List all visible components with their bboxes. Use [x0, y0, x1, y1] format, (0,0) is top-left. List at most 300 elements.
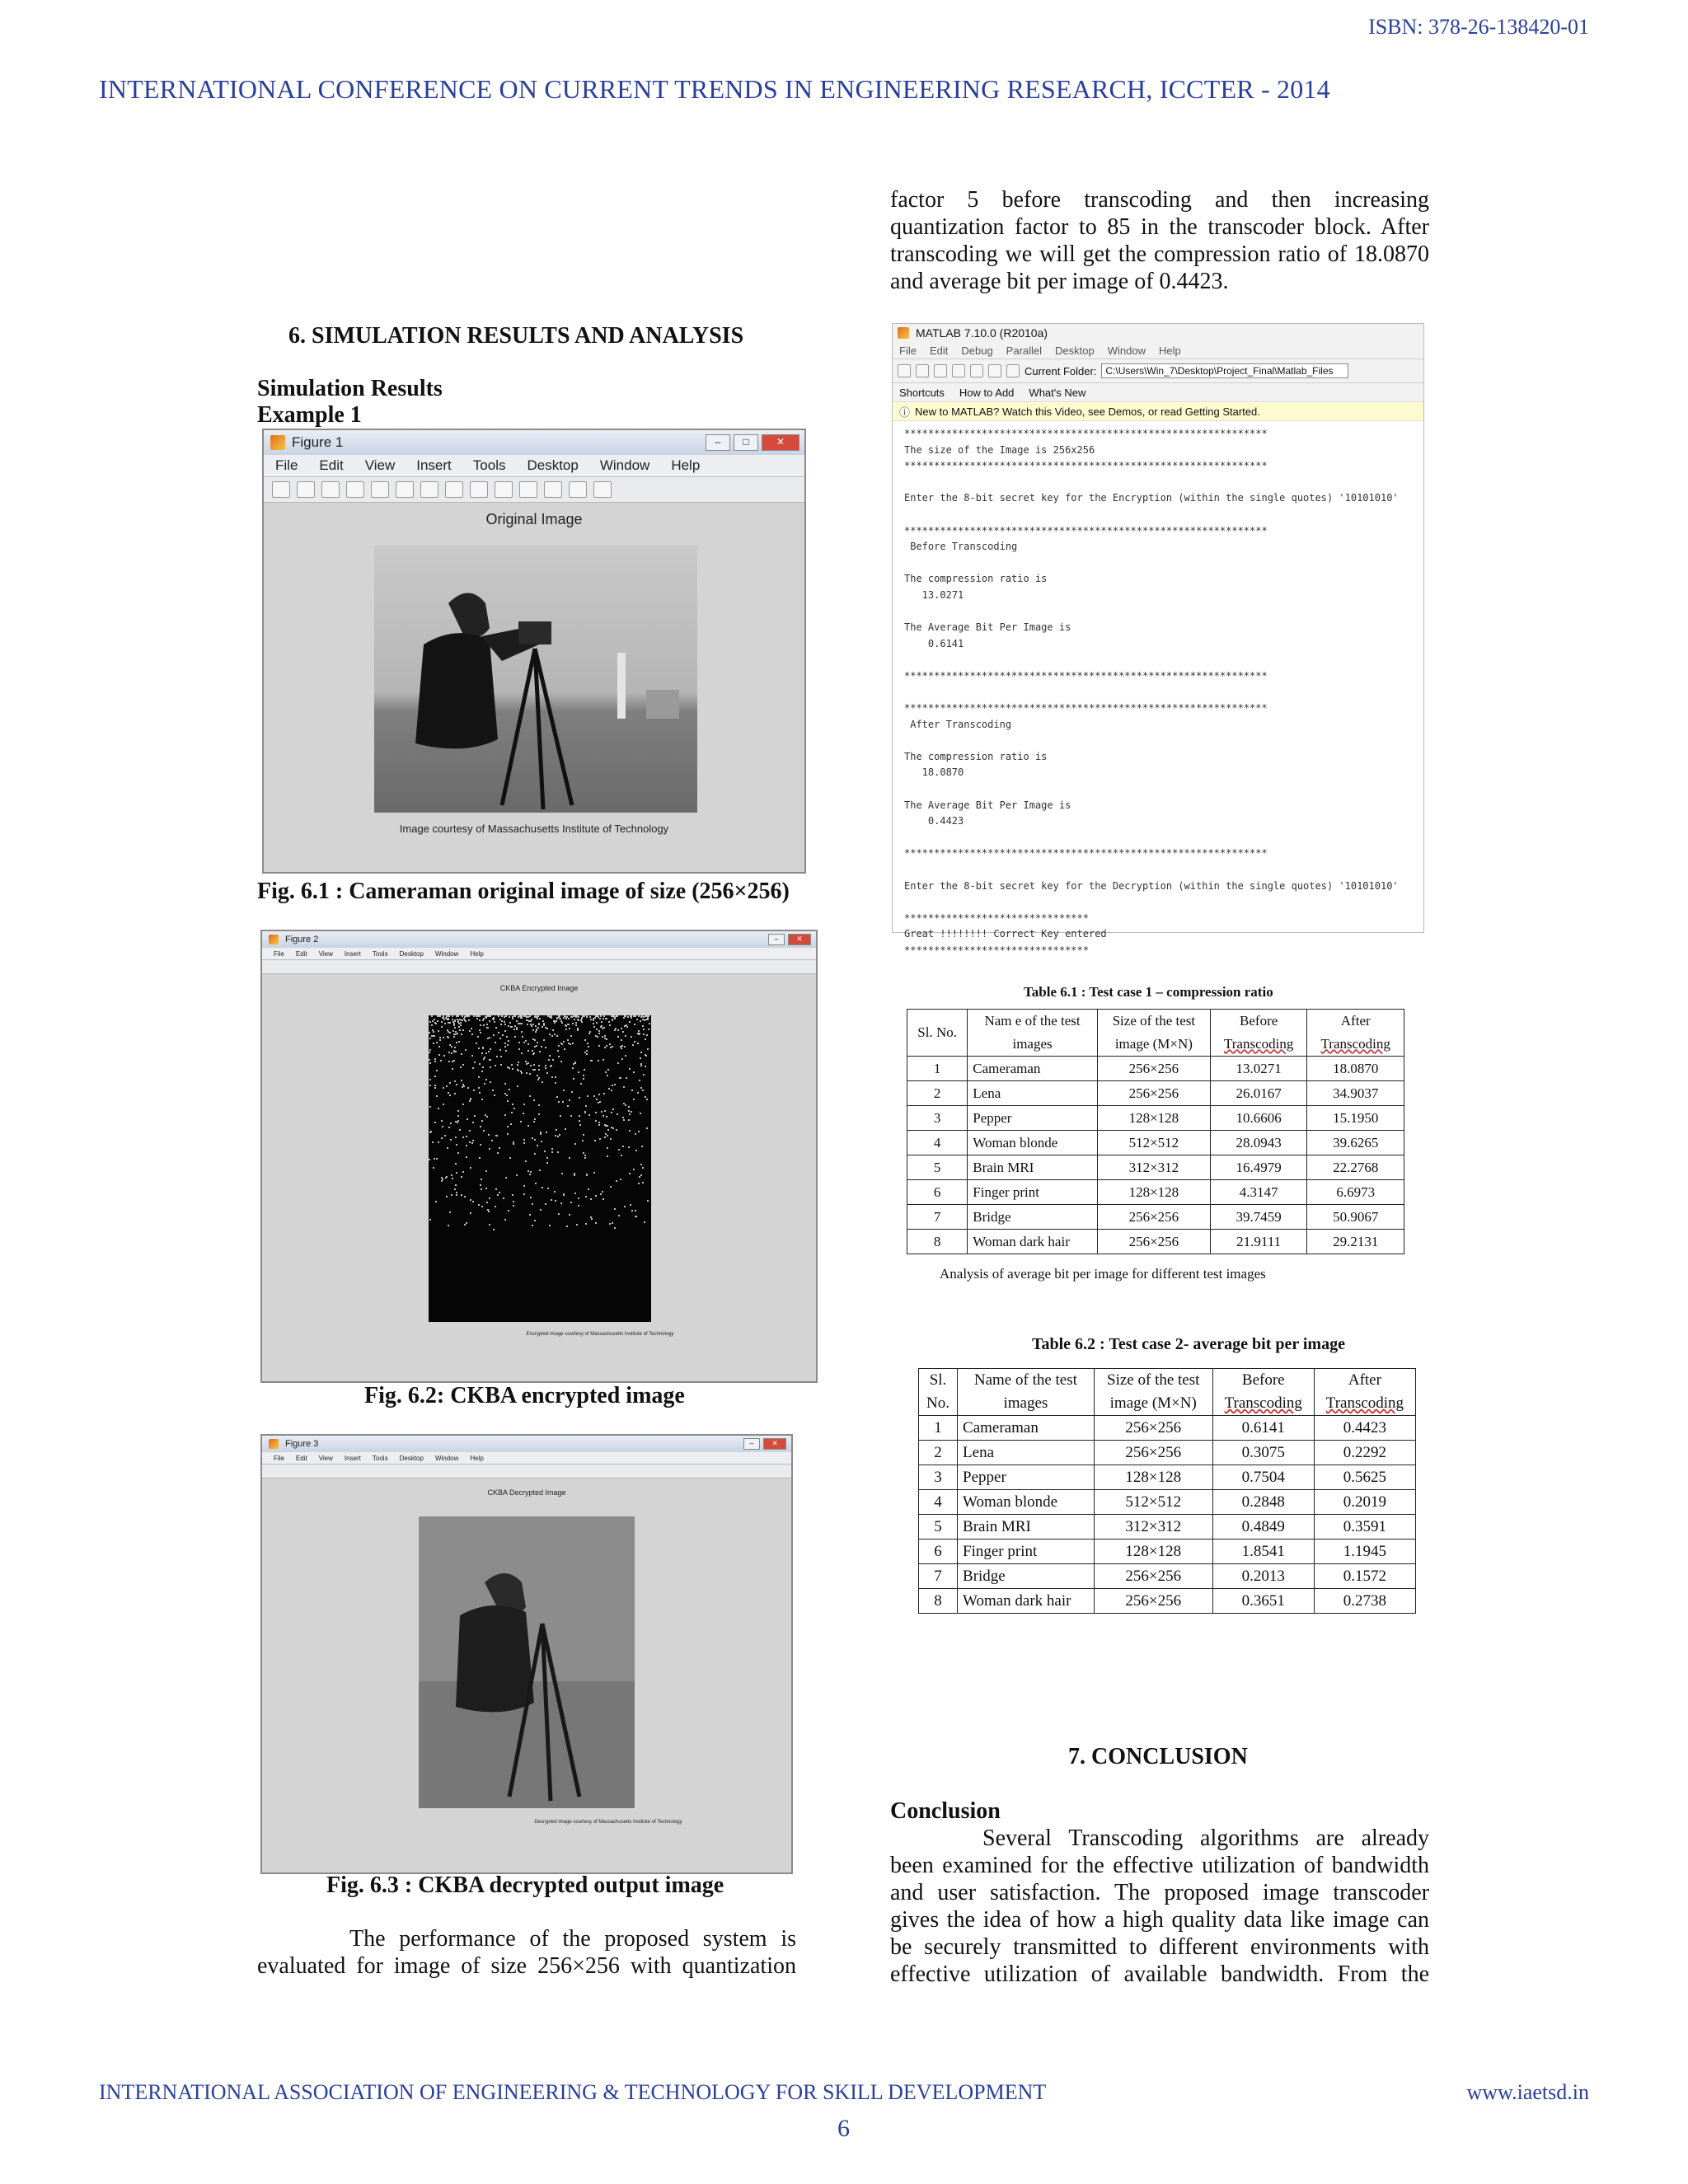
- noise-pixel: [554, 1191, 556, 1193]
- noise-pixel: [628, 1106, 630, 1108]
- noise-pixel: [556, 1020, 557, 1022]
- noise-pixel: [584, 1157, 586, 1159]
- noise-pixel: [558, 1101, 560, 1103]
- noise-pixel: [479, 1092, 481, 1094]
- noise-pixel: [504, 1219, 506, 1221]
- noise-pixel: [507, 1126, 509, 1127]
- noise-pixel: [633, 1169, 635, 1170]
- menu-tools[interactable]: Tools: [372, 949, 388, 958]
- noise-pixel: [509, 1157, 511, 1159]
- noise-pixel: [535, 1031, 537, 1033]
- close-icon[interactable]: ✕: [788, 934, 811, 945]
- command-window-output[interactable]: [893, 421, 1423, 968]
- noise-pixel: [607, 1155, 608, 1157]
- noise-pixel: [563, 1041, 565, 1043]
- noise-pixel: [640, 1174, 642, 1176]
- table-row: [907, 1155, 1404, 1180]
- noise-pixel: [549, 1055, 551, 1057]
- noise-pixel: [625, 1055, 626, 1057]
- noise-pixel: [456, 1194, 457, 1196]
- menu-help[interactable]: Help: [671, 457, 701, 473]
- menu-view[interactable]: View: [364, 457, 396, 473]
- noise-pixel: [488, 1051, 490, 1052]
- noise-pixel: [557, 1136, 559, 1137]
- noise-pixel: [456, 1042, 457, 1043]
- noise-pixel: [639, 1176, 640, 1178]
- header-line: After: [1348, 1371, 1381, 1389]
- noise-pixel: [543, 1024, 545, 1026]
- noise-pixel: [611, 1112, 612, 1113]
- noise-pixel: [545, 1047, 546, 1048]
- noise-pixel: [589, 1031, 591, 1033]
- table-row: [907, 1230, 1404, 1254]
- noise-pixel: [452, 1021, 454, 1023]
- console-line: Enter the 8-bit secret key for the Encryption (within the single quotes) '10101010': [904, 492, 1399, 504]
- noise-pixel: [447, 1147, 448, 1149]
- link-icon[interactable]: [544, 481, 562, 498]
- legend-icon[interactable]: [593, 481, 612, 498]
- noise-pixel: [448, 1225, 449, 1226]
- noise-pixel: [454, 1093, 456, 1094]
- noise-pixel: [528, 1125, 529, 1127]
- console-line: *************************************************************: [904, 847, 1268, 860]
- noise-pixel: [610, 1047, 612, 1048]
- noise-pixel: [518, 1023, 519, 1024]
- noise-pixel: [464, 1196, 466, 1197]
- noise-pixel: [596, 1029, 598, 1030]
- noise-pixel: [499, 1049, 501, 1051]
- table-cell: 4: [907, 1131, 968, 1155]
- table-cell: 256×256: [1094, 1589, 1212, 1614]
- menu-window[interactable]: Window: [434, 949, 459, 958]
- rotate-icon[interactable]: [470, 481, 488, 498]
- help-icon[interactable]: [1006, 364, 1020, 377]
- noise-pixel: [504, 1024, 506, 1025]
- table1-note: Analysis of average bit per image for different test images: [940, 1266, 1266, 1282]
- noise-pixel: [500, 1056, 502, 1057]
- figure2-menubar: [262, 948, 816, 960]
- noise-pixel: [441, 1137, 443, 1139]
- menu-file[interactable]: File: [275, 457, 298, 473]
- figure2-courtesy: Encrypted image courtesy of Massachusetts Institute of Technology: [526, 1332, 674, 1337]
- decrypted-image: [419, 1516, 635, 1808]
- menu-window[interactable]: Window: [599, 457, 650, 473]
- open-icon[interactable]: [297, 481, 315, 498]
- noise-pixel: [429, 1032, 430, 1033]
- noise-pixel: [485, 1114, 486, 1116]
- new-file-icon[interactable]: [272, 481, 290, 498]
- subheading-example: Example 1: [257, 402, 362, 428]
- menu-view[interactable]: View: [318, 1454, 333, 1462]
- noise-pixel: [534, 1153, 536, 1155]
- noise-pixel: [627, 1016, 629, 1018]
- noise-pixel: [532, 1050, 533, 1052]
- console-toolbar: [893, 359, 1423, 383]
- noise-pixel: [588, 1046, 589, 1047]
- figure1-menubar: [264, 455, 804, 477]
- noise-pixel: [583, 1134, 584, 1136]
- noise-pixel: [468, 1019, 470, 1021]
- noise-pixel: [583, 1152, 584, 1154]
- console-line: *******************************: [904, 912, 1089, 924]
- figure3-menubar: [262, 1452, 791, 1465]
- noise-pixel: [460, 1066, 462, 1068]
- noise-pixel: [575, 1024, 577, 1026]
- noise-pixel: [455, 1031, 457, 1033]
- menu-edit[interactable]: Edit: [295, 1454, 307, 1462]
- undo-icon[interactable]: [970, 364, 983, 377]
- menu-window[interactable]: Window: [434, 1454, 459, 1462]
- menu-file[interactable]: File: [899, 344, 917, 357]
- noise-pixel: [551, 1035, 553, 1037]
- simulink-icon[interactable]: [988, 364, 1001, 377]
- noise-pixel: [523, 1142, 525, 1144]
- noise-pixel: [526, 1016, 528, 1018]
- minimize-icon[interactable]: –: [743, 1438, 760, 1450]
- noise-pixel: [494, 1094, 495, 1096]
- noise-pixel: [556, 1096, 558, 1098]
- zoom-in-icon[interactable]: [396, 481, 414, 498]
- shortcut-item[interactable]: Shortcuts: [899, 386, 945, 399]
- noise-pixel: [645, 1019, 647, 1020]
- noise-pixel: [644, 1221, 645, 1223]
- noise-pixel: [479, 1157, 481, 1159]
- noise-pixel: [507, 1100, 509, 1102]
- menu-help[interactable]: Help: [470, 1454, 484, 1462]
- noise-pixel: [562, 1101, 564, 1103]
- noise-pixel: [634, 1041, 635, 1043]
- maximize-icon[interactable]: □: [734, 434, 758, 451]
- table-cell: 512×512: [1097, 1131, 1210, 1155]
- table-cell: 16.4979: [1210, 1155, 1307, 1180]
- table-cell: Pepper: [958, 1465, 1095, 1490]
- noise-pixel: [449, 1044, 451, 1046]
- noise-pixel: [462, 1086, 463, 1088]
- noise-pixel: [529, 1214, 531, 1216]
- noise-pixel: [434, 1019, 435, 1020]
- table-row: [919, 1465, 1416, 1490]
- noise-pixel: [607, 1125, 608, 1127]
- table-header-cell: [1212, 1369, 1314, 1416]
- menu-help[interactable]: Help: [1158, 344, 1181, 357]
- table-cell: 4: [919, 1490, 958, 1515]
- pan-icon[interactable]: [445, 481, 463, 498]
- figure1-title: Figure 1: [292, 434, 344, 450]
- new-to-matlab-text[interactable]: New to MATLAB? Watch this Video, see Demos, or read Getting Started.: [915, 405, 1260, 418]
- noise-pixel: [612, 1046, 613, 1047]
- zoom-out-icon[interactable]: [420, 481, 438, 498]
- noise-pixel: [451, 1174, 452, 1176]
- noise-pixel: [489, 1037, 490, 1038]
- noise-pixel: [469, 1030, 471, 1032]
- noise-pixel: [565, 1029, 567, 1030]
- table-cell: 1: [919, 1416, 958, 1441]
- noise-pixel: [607, 1075, 608, 1076]
- noise-pixel: [620, 1077, 621, 1079]
- table-row: [907, 1205, 1404, 1230]
- menu-desktop[interactable]: Desktop: [1055, 344, 1095, 357]
- menu-edit[interactable]: Edit: [319, 457, 344, 473]
- noise-pixel: [595, 1112, 597, 1113]
- table-cell: 256×256: [1097, 1230, 1210, 1254]
- noise-pixel: [499, 1019, 501, 1020]
- noise-pixel: [567, 1039, 569, 1041]
- noise-pixel: [490, 1081, 491, 1083]
- noise-pixel: [476, 1018, 478, 1019]
- noise-pixel: [493, 1229, 495, 1230]
- noise-pixel: [548, 1015, 550, 1017]
- noise-pixel: [534, 1220, 536, 1221]
- figure2-window: [260, 930, 818, 1383]
- footer-website[interactable]: www.iaetsd.in: [1466, 2080, 1589, 2104]
- noise-pixel: [594, 1140, 596, 1141]
- noise-pixel: [499, 1192, 500, 1193]
- menu-edit[interactable]: Edit: [929, 344, 949, 357]
- table-row: [919, 1515, 1416, 1540]
- noise-pixel: [644, 1019, 645, 1021]
- noise-pixel: [451, 1194, 452, 1196]
- table-row: [919, 1441, 1416, 1465]
- table-cell: 0.5625: [1314, 1465, 1415, 1490]
- noise-pixel: [623, 1086, 625, 1088]
- noise-pixel: [528, 1020, 530, 1022]
- noise-pixel: [513, 1141, 514, 1143]
- noise-pixel: [540, 1132, 542, 1133]
- figure3-caption: Fig. 6.3 : CKBA decrypted output image: [326, 1872, 724, 1898]
- noise-pixel: [561, 1022, 563, 1024]
- noise-pixel: [523, 1113, 524, 1114]
- copy-icon[interactable]: [934, 364, 947, 377]
- table1: [907, 1009, 1404, 1254]
- menu-parallel[interactable]: Parallel: [1006, 344, 1043, 357]
- menu-debug[interactable]: Debug: [961, 344, 993, 357]
- noise-pixel: [594, 1017, 596, 1019]
- noise-pixel: [605, 1133, 607, 1135]
- noise-pixel: [455, 1163, 457, 1165]
- noise-pixel: [604, 1110, 606, 1112]
- noise-pixel: [432, 1020, 434, 1022]
- noise-pixel: [535, 1183, 537, 1184]
- noise-pixel: [542, 1187, 543, 1188]
- noise-pixel: [624, 1025, 626, 1027]
- noise-pixel: [470, 1199, 471, 1201]
- noise-pixel: [429, 1052, 430, 1053]
- noise-pixel: [600, 1015, 602, 1017]
- noise-pixel: [537, 1027, 539, 1029]
- noise-pixel: [481, 1099, 483, 1100]
- noise-pixel: [479, 1063, 481, 1065]
- noise-pixel: [489, 1059, 490, 1061]
- table-cell: Cameraman: [958, 1416, 1095, 1441]
- page-number: 6: [837, 2115, 850, 2142]
- noise-pixel: [489, 1224, 490, 1226]
- figure2-titlebar: [262, 931, 816, 948]
- table-cell: Pepper: [968, 1106, 1098, 1131]
- noise-pixel: [504, 1093, 506, 1094]
- menu-view[interactable]: View: [318, 949, 333, 958]
- minimize-icon[interactable]: –: [768, 934, 785, 945]
- table-cell: 128×128: [1097, 1180, 1210, 1205]
- noise-pixel: [469, 1141, 471, 1143]
- noise-pixel: [485, 1079, 487, 1080]
- console-line: 0.4423: [904, 815, 964, 827]
- menu-insert[interactable]: Insert: [344, 949, 361, 958]
- header-line: Transcoding: [1325, 1394, 1404, 1412]
- noise-pixel: [609, 1043, 611, 1045]
- noise-pixel: [439, 1015, 441, 1017]
- noise-pixel: [458, 1026, 460, 1028]
- noise-pixel: [429, 1132, 431, 1133]
- console-line: [904, 864, 1412, 880]
- table-header-cell: [919, 1369, 958, 1416]
- noise-pixel: [563, 1090, 565, 1091]
- noise-pixel: [433, 1035, 434, 1037]
- figure3-titlebar: [262, 1436, 791, 1452]
- noise-pixel: [572, 1023, 574, 1024]
- noise-pixel: [454, 1020, 456, 1022]
- noise-pixel: [454, 1027, 456, 1029]
- console-titlebar: [893, 324, 1423, 342]
- noise-pixel: [429, 1219, 431, 1221]
- pointer-icon[interactable]: [371, 481, 389, 498]
- noise-pixel: [642, 1019, 644, 1020]
- minimize-icon[interactable]: –: [706, 434, 730, 451]
- new-file-icon[interactable]: [898, 364, 911, 377]
- noise-pixel: [579, 1097, 580, 1099]
- noise-pixel: [635, 1150, 637, 1151]
- print-icon[interactable]: [346, 481, 364, 498]
- noise-pixel: [438, 1054, 440, 1056]
- close-icon[interactable]: ✕: [763, 1438, 786, 1450]
- noise-pixel: [518, 1062, 519, 1063]
- noise-pixel: [504, 1114, 506, 1116]
- menu-insert[interactable]: Insert: [344, 1454, 361, 1462]
- menu-file[interactable]: File: [274, 1454, 284, 1462]
- noise-pixel: [578, 1197, 579, 1199]
- table-row: [919, 1564, 1416, 1589]
- noise-pixel: [567, 1105, 569, 1107]
- noise-pixel: [593, 1095, 595, 1097]
- noise-pixel: [629, 1173, 631, 1174]
- noise-pixel: [642, 1182, 644, 1183]
- menu-desktop[interactable]: Desktop: [399, 949, 424, 958]
- table-cell: 0.1572: [1314, 1564, 1415, 1589]
- noise-pixel: [429, 1038, 431, 1039]
- noise-pixel: [530, 1171, 532, 1173]
- left-paragraph-line1: The performance of the proposed system is: [349, 1926, 796, 1952]
- footer-association: INTERNATIONAL ASSOCIATION OF ENGINEERING & TECHNOLOGY FOR SKILL DEVELOPMENT: [99, 2080, 1047, 2104]
- noise-pixel: [471, 1028, 472, 1029]
- cut-icon[interactable]: [916, 364, 929, 377]
- noise-pixel: [551, 1151, 553, 1153]
- console-line: [904, 606, 1412, 622]
- brush-icon[interactable]: [519, 481, 537, 498]
- shortcut-item[interactable]: What's New: [1029, 386, 1086, 399]
- noise-pixel: [456, 1192, 457, 1193]
- shortcut-item[interactable]: How to Add: [959, 386, 1015, 399]
- figure1-caption: Fig. 6.1 : Cameraman original image of size (256×256): [257, 879, 790, 904]
- menu-file[interactable]: File: [274, 949, 284, 958]
- menu-tools[interactable]: Tools: [472, 457, 506, 473]
- noise-pixel: [586, 1050, 588, 1052]
- table-row: [919, 1589, 1416, 1614]
- noise-pixel: [595, 1015, 597, 1017]
- noise-pixel: [611, 1090, 612, 1091]
- console-line: *************************************************************: [904, 669, 1268, 682]
- conclusion-line: been examined for the effective utilization of bandwidth: [890, 1853, 1429, 1878]
- noise-pixel: [622, 1117, 624, 1118]
- table1-header-row: [907, 1010, 1404, 1057]
- header-line: Before: [1241, 1371, 1285, 1389]
- menu-insert[interactable]: Insert: [416, 457, 452, 473]
- noise-pixel: [647, 1048, 649, 1050]
- noise-pixel: [478, 1047, 480, 1049]
- table2-header-row: [919, 1369, 1416, 1416]
- noise-pixel: [438, 1108, 439, 1109]
- noise-pixel: [455, 1121, 457, 1122]
- noise-pixel: [486, 1202, 488, 1203]
- close-icon[interactable]: ✕: [762, 434, 799, 451]
- noise-pixel: [446, 1196, 448, 1197]
- menu-desktop[interactable]: Desktop: [399, 1454, 424, 1462]
- noise-pixel: [525, 1160, 527, 1162]
- menu-window[interactable]: Window: [1107, 344, 1146, 357]
- save-icon[interactable]: [321, 481, 340, 498]
- paste-icon[interactable]: [952, 364, 965, 377]
- noise-pixel: [599, 1101, 601, 1103]
- noise-pixel: [463, 1018, 465, 1019]
- table-cell: 22.2768: [1307, 1155, 1404, 1180]
- noise-pixel: [645, 1055, 647, 1057]
- table-cell: 15.1950: [1307, 1106, 1404, 1131]
- para-line: transcoding we will get the compression ratio of 18.0870: [890, 241, 1429, 267]
- noise-pixel: [509, 1016, 510, 1018]
- menu-desktop[interactable]: Desktop: [527, 457, 579, 473]
- noise-pixel: [593, 1172, 595, 1174]
- noise-pixel: [522, 1036, 523, 1038]
- noise-pixel: [640, 1087, 642, 1089]
- noise-pixel: [462, 1137, 464, 1138]
- noise-pixel: [635, 1216, 636, 1217]
- header-line: No.: [926, 1394, 950, 1412]
- data-cursor-icon[interactable]: [495, 481, 513, 498]
- noise-pixel: [598, 1094, 600, 1095]
- menu-tools[interactable]: Tools: [372, 1454, 388, 1462]
- noise-pixel: [432, 1141, 434, 1143]
- noise-pixel: [434, 1076, 436, 1077]
- console-line: [904, 832, 1412, 848]
- noise-pixel: [602, 1191, 603, 1193]
- noise-pixel: [491, 1140, 493, 1141]
- menu-help[interactable]: Help: [470, 949, 484, 958]
- noise-pixel: [614, 1029, 616, 1031]
- noise-pixel: [458, 1023, 460, 1024]
- menu-edit[interactable]: Edit: [295, 949, 307, 958]
- noise-pixel: [626, 1024, 627, 1026]
- noise-pixel: [551, 1076, 553, 1078]
- noise-pixel: [455, 1184, 457, 1186]
- current-folder-input[interactable]: C:\Users\Win_7\Desktop\Project_Final\Matlab_Files: [1101, 363, 1348, 378]
- noise-pixel: [481, 1179, 482, 1180]
- console-line: [904, 687, 1412, 703]
- matlab-logo-icon: [270, 435, 285, 450]
- table-row: [919, 1416, 1416, 1441]
- colorbar-icon[interactable]: [569, 481, 587, 498]
- noise-pixel: [530, 1024, 532, 1025]
- noise-pixel: [557, 1050, 559, 1052]
- noise-pixel: [464, 1016, 466, 1018]
- noise-pixel: [486, 1015, 488, 1017]
